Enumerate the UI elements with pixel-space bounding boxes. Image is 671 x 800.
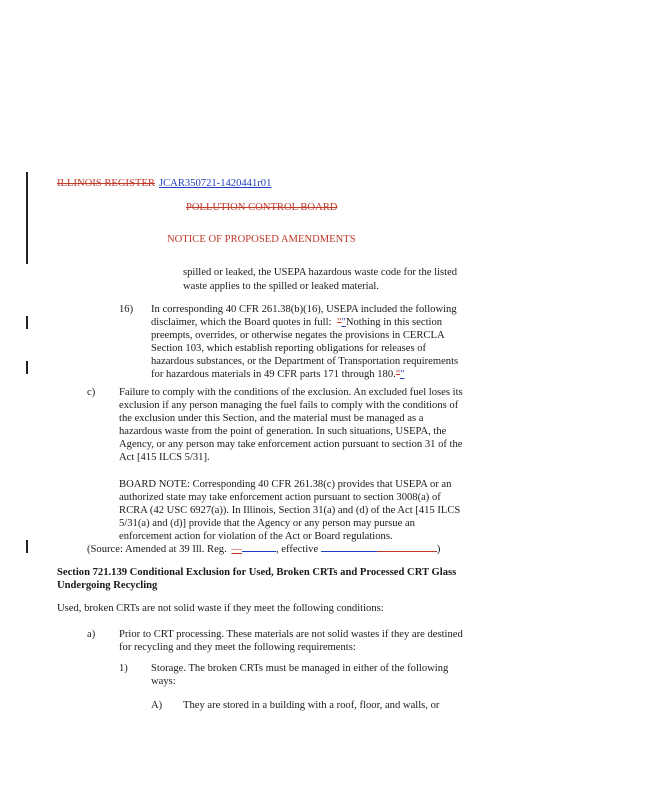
board-note-line-3: RCRA (42 USC 6927(a)). In Illinois, Section 31(a) and (d) of the Act [415 ILCS xyxy=(119,505,461,516)
item-a-label: a) xyxy=(87,629,96,640)
item-c-line-4: hazardous waste from the point of generation. In such situations, USEPA, the xyxy=(119,426,447,437)
item-16-line-1: In corresponding 40 CFR 261.38(b)(16), USEPA included the following xyxy=(151,304,457,315)
carryover-line-1: spilled or leaked, the USEPA hazardous waste code for the listed xyxy=(183,267,458,278)
board-note-line-5: enforcement action for violation of the Act or Board regulations. xyxy=(119,531,393,542)
carryover-line-2: waste applies to the spilled or leaked material. xyxy=(183,281,379,292)
item-c-line-1: Failure to comply with the conditions of the exclusion. An excluded fuel loses its xyxy=(119,387,463,398)
item-c-label: c) xyxy=(87,387,96,398)
quote-inserted: " xyxy=(400,369,405,380)
register-struck: ILLINOIS REGISTER xyxy=(57,178,155,189)
board-note-line-4: 5/31(a) and (d)] provide that the Agency or any person may pursue an xyxy=(119,518,415,529)
section-heading-line-1: Section 721.139 Conditional Exclusion for Used, Broken CRTs and Processed CRT Glass xyxy=(57,567,457,578)
change-bar xyxy=(26,540,28,553)
item-16-line-4: Section 103, which establish reporting obligations for releases of xyxy=(151,343,427,354)
change-bar xyxy=(26,361,28,374)
item-16-line-5: hazardous substances, or the Department of Transportation requirements xyxy=(151,356,459,367)
quote-struck: " xyxy=(337,317,342,328)
item-A-text: They are stored in a building with a roof, floor, and walls, or xyxy=(183,700,440,711)
board-name: POLLUTION CONTROL BOARD xyxy=(186,202,338,213)
reg-blank xyxy=(242,542,276,552)
register-header xyxy=(57,177,271,190)
item-a-line-1: Prior to CRT processing. These materials are not solid wastes if they are destined xyxy=(119,629,463,640)
item-16-label: 16) xyxy=(119,304,134,315)
effective-blank xyxy=(321,542,377,552)
item-16-line-2: disclaimer, which the Board quotes in full: ""Nothing in this section xyxy=(151,317,443,328)
item-16-line-6: for hazardous materials in 49 CFR parts 171 through 180."" xyxy=(151,369,405,380)
item-c-line-5: Agency, or any person may take enforcement action pursuant to section 31 of the xyxy=(119,439,463,450)
effective-blank-red xyxy=(377,542,437,552)
item-1-line-2: ways: xyxy=(151,676,176,687)
intro-text: Used, broken CRTs are not solid waste if they meet the following conditions: xyxy=(57,603,384,614)
item-c-line-3: the exclusion under this Section, and the material must be managed as a xyxy=(119,413,424,424)
change-bar xyxy=(26,316,28,329)
item-c-line-6: Act [415 ILCS 5/31]. xyxy=(119,452,210,463)
item-a-line-2: for recycling and they meet the following requirements: xyxy=(119,642,356,653)
item-c-line-2: exclusion if any person managing the fuel fails to comply with the conditions of xyxy=(119,400,459,411)
notice-title: NOTICE OF PROPOSED AMENDMENTS xyxy=(167,234,356,245)
reg-dash: — xyxy=(231,544,242,555)
item-A-label: A) xyxy=(151,700,163,711)
board-note-line-1: BOARD NOTE: Corresponding 40 CFR 261.38(c) provides that USEPA or an xyxy=(119,479,452,490)
register-inserted: JCAR350721-1420441r01 xyxy=(158,178,272,189)
board-note-line-2: authorized state may take enforcement action pursuant to section 3008(a) of xyxy=(119,492,441,503)
quote-struck: " xyxy=(395,369,401,380)
item-1-label: 1) xyxy=(119,663,128,674)
item-1-line-1: Storage. The broken CRTs must be managed in either of the following xyxy=(151,663,449,674)
section-heading-line-2: Undergoing Recycling xyxy=(57,580,158,591)
source-note: (Source: Amended at 39 Ill. Reg. — , effective ) xyxy=(87,544,441,555)
change-bar xyxy=(26,172,28,264)
item-16-line-3: preempts, overrides, or otherwise negates the provisions in CERCLA xyxy=(151,330,445,341)
quote-inserted: " xyxy=(341,317,346,328)
